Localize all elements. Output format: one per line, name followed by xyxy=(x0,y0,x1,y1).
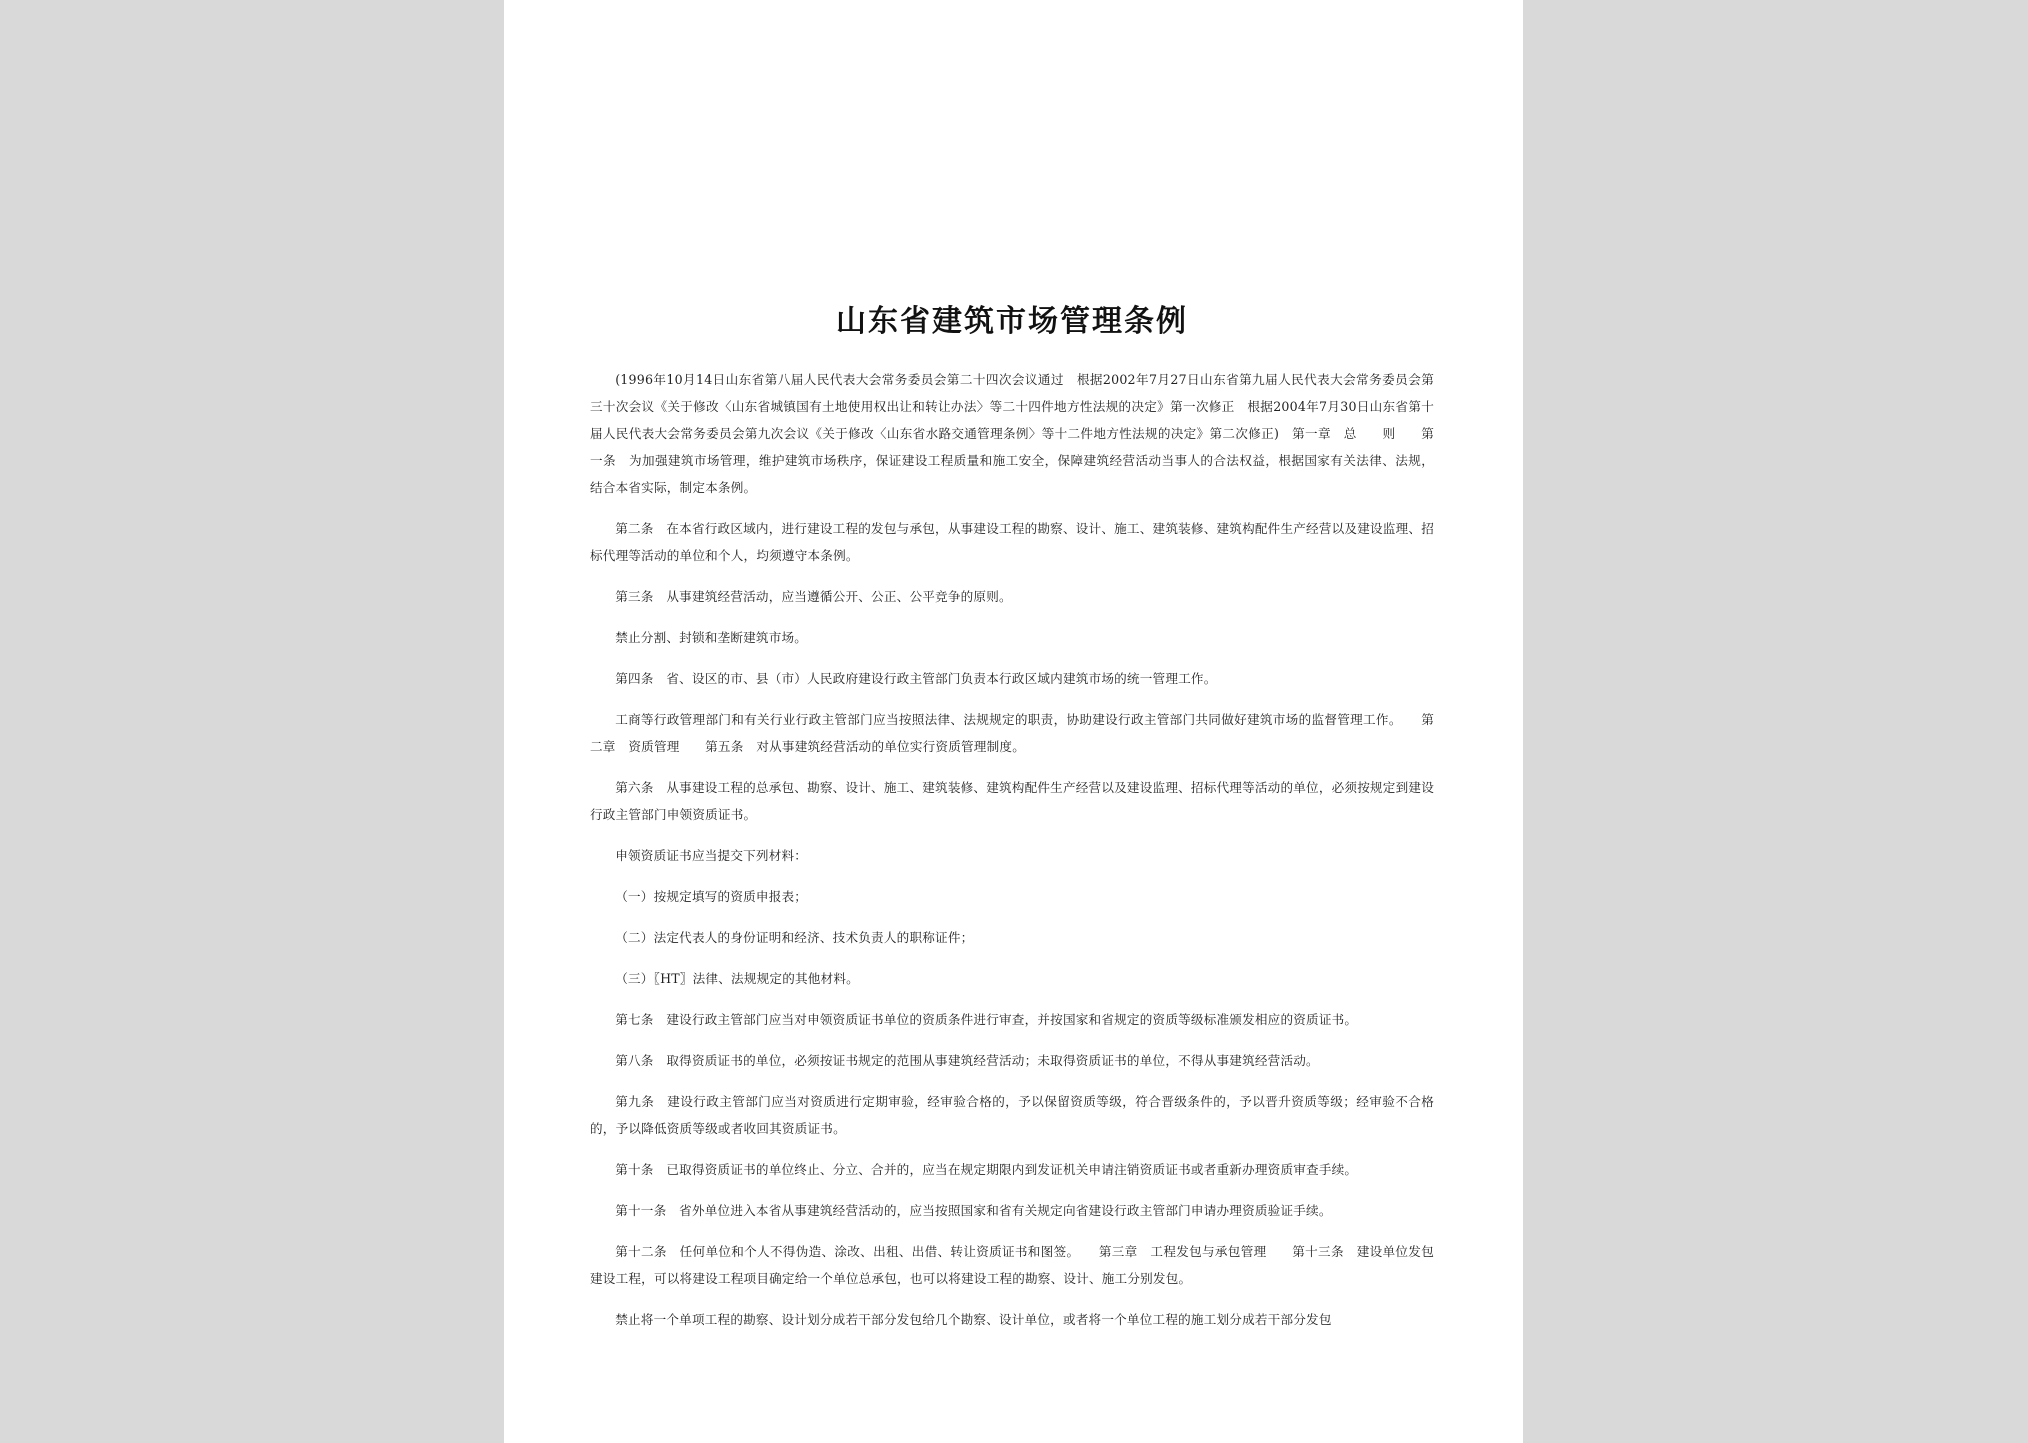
paragraph-article-12: 第十二条 任何单位和个人不得伪造、涂改、出租、出借、转让资质证书和图签。 第三章 工程发包与承包管理 第十三条 建设单位发包建设工程，可以将建设工程项目确定给一个单位总承包，也可以将建设工程的勘察、设计、施工分别发包。 xyxy=(590,1244,1434,1286)
document-title: 山东省建筑市场管理条例 xyxy=(836,304,1188,339)
paragraph-article-4: 第四条 省、设区的市、县（市）人民政府建设行政主管部门负责本行政区域内建筑市场的统一管理工作。 xyxy=(615,671,1217,686)
paragraph-article-3: 第三条 从事建筑经营活动，应当遵循公开、公正、公平竞争的原则。 xyxy=(615,589,1012,604)
paragraph-article-4-cooperation: 工商等行政管理部门和有关行业行政主管部门应当按照法律、法规规定的职责，协助建设行政主管部门共同做好建筑市场的监督管理工作。 第二章 资质管理 第五条 对从事建筑经营活动的单位实行资质管理制度。 xyxy=(590,712,1434,754)
paragraph-article-13-prohibition: 禁止将一个单项工程的勘察、设计划分成若干部分发包给几个勘察、设计单位，或者将一个单位工程的施工划分成若干部分发包 xyxy=(615,1312,1332,1327)
paragraph-article-9: 第九条 建设行政主管部门应当对资质进行定期审验，经审验合格的，予以保留资质等级，符合晋级条件的，予以晋升资质等级；经审验不合格的，予以降低资质等级或者收回其资质证书。 xyxy=(590,1094,1434,1136)
paragraph-material-3: （三）〖HT〗法律、法规规定的其他材料。 xyxy=(615,971,859,986)
paragraph-article-3-prohibition: 禁止分割、封锁和垄断建筑市场。 xyxy=(615,630,808,645)
paragraph-article-7: 第七条 建设行政主管部门应当对申领资质证书单位的资质条件进行审查，并按国家和省规定的资质等级标准颁发相应的资质证书。 xyxy=(615,1012,1358,1027)
paragraph-preamble: (1996年10月14日山东省第八届人民代表大会常务委员会第二十四次会议通过 根据2002年7月27日山东省第九届人民代表大会常务委员会第三十次会议《关于修改〈山东省城镇国有土地使用权出让和转让办法〉等二十四件地方性法规的决定》第一次修正 根据2004年7月30日山东省第十届人民代表大会常务委员会第九次会议《关于修改〈山东省水路交通管理条例〉等十二件地方性法规的决定》第二次修正) 第一章 总 则 第一条 为加强建筑市场管理，维护建筑市场秩序，保证建设工程质量和施工安全，保障建筑经营活动当事人的合法权益，根据国家有关法律、法规，结合本省实际，制定本条例。 xyxy=(590,372,1434,495)
paragraph-article-6: 第六条 从事建设工程的总承包、勘察、设计、施工、建筑装修、建筑构配件生产经营以及建设监理、招标代理等活动的单位，必须按规定到建设行政主管部门申领资质证书。 xyxy=(590,780,1434,822)
paragraph-material-2: （二）法定代表人的身份证明和经济、技术负责人的职称证件； xyxy=(615,930,974,945)
paragraph-article-8: 第八条 取得资质证书的单位，必须按证书规定的范围从事建筑经营活动；未取得资质证书的单位，不得从事建筑经营活动。 xyxy=(615,1053,1319,1068)
paragraph-material-1: （一）按规定填写的资质申报表； xyxy=(615,889,808,904)
document-content xyxy=(590,300,1434,1347)
paragraph-materials-intro: 申领资质证书应当提交下列材料： xyxy=(615,848,808,863)
paragraph-article-11: 第十一条 省外单位进入本省从事建筑经营活动的，应当按照国家和省有关规定向省建设行政主管部门申请办理资质验证手续。 xyxy=(615,1203,1332,1218)
paragraph-article-10: 第十条 已取得资质证书的单位终止、分立、合并的，应当在规定期限内到发证机关申请注销资质证书或者重新办理资质审查手续。 xyxy=(615,1162,1358,1177)
document-page xyxy=(504,0,1523,1443)
paragraph-article-2: 第二条 在本省行政区域内，进行建设工程的发包与承包，从事建设工程的勘察、设计、施工、建筑装修、建筑构配件生产经营以及建设监理、招标代理等活动的单位和个人，均须遵守本条例。 xyxy=(590,521,1434,563)
